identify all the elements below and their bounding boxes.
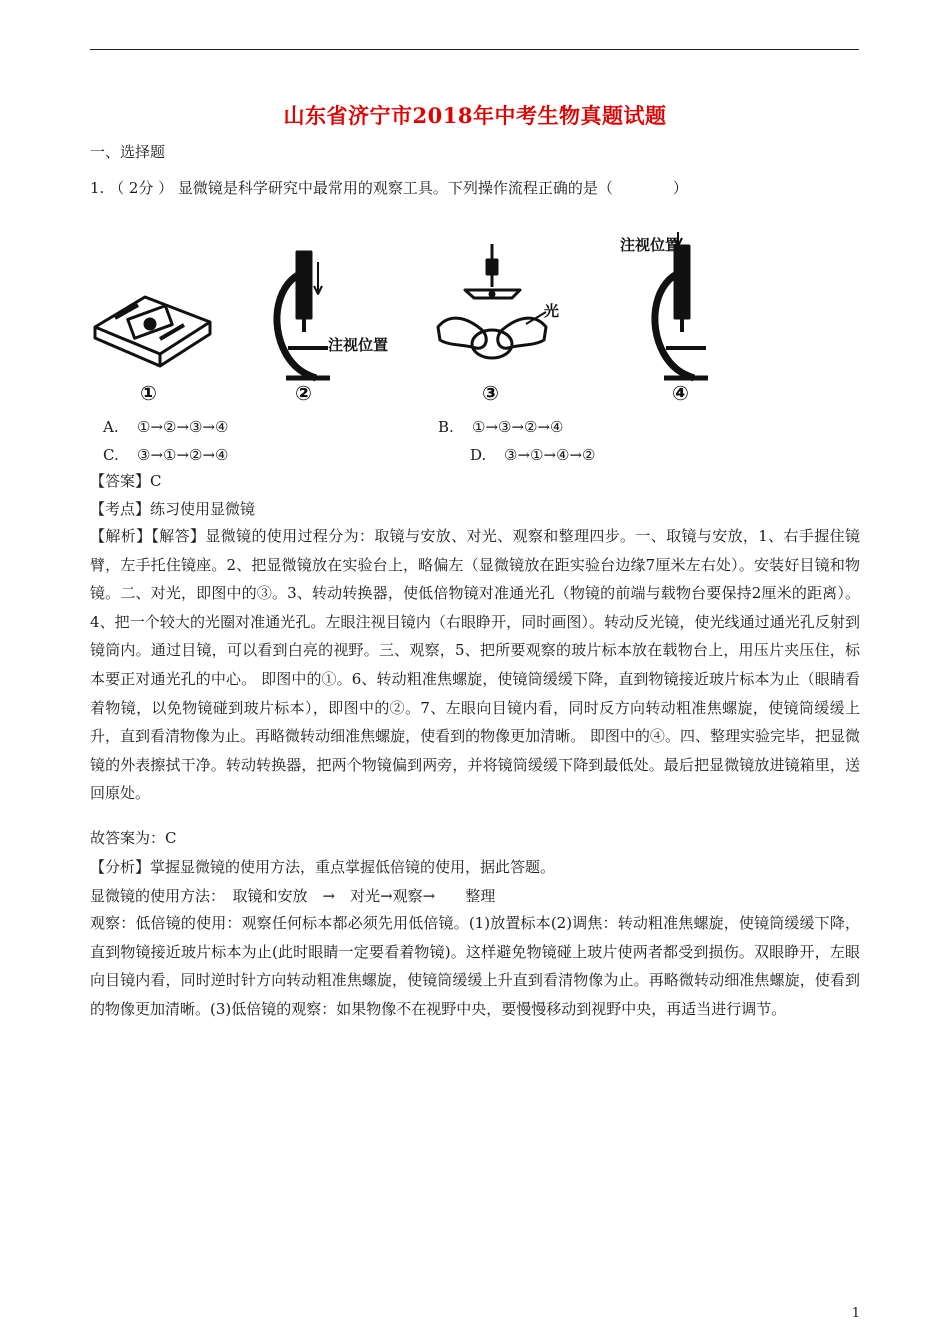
option-text: ①→②→③→④	[137, 418, 229, 436]
option-text: ①→③→②→④	[472, 418, 564, 436]
microscope-lowering-illustration	[277, 252, 330, 378]
option-letter: B.	[438, 418, 454, 436]
header-rule	[90, 49, 859, 50]
answer-line: 【答案】C	[90, 472, 162, 490]
option-letter: A.	[103, 418, 119, 436]
conclusion-line: 故答案为：C	[90, 829, 177, 847]
watch-position-label-2: 注视位置	[328, 336, 389, 354]
document-title: 山东省济宁市2018年中考生物真题试题	[283, 103, 667, 128]
question-stem: 1. （ 2分 ） 显微镜是科学研究中最常用的观察工具。下列操作流程正确的是（ ）	[90, 179, 688, 197]
usage-steps-line: 显微镜的使用方法： 取镜和安放 → 对光→观察→ 整理	[90, 887, 496, 905]
hands-mirror-illustration	[438, 244, 546, 358]
figure-label-3: ③	[482, 381, 499, 405]
microscope-figure	[90, 232, 720, 406]
summary-line: 【分析】掌握显微镜的使用方法，重点掌握低倍镜的使用，据此答题。	[90, 858, 556, 876]
option-b[interactable]	[438, 417, 564, 437]
option-a[interactable]	[103, 417, 229, 437]
option-letter: C.	[103, 446, 119, 464]
watch-position-label-4: 注视位置	[620, 236, 681, 254]
page-number: 1	[851, 1306, 860, 1321]
light-label: 光	[544, 302, 560, 320]
figure-label-4: ④	[672, 381, 689, 405]
option-text: ③→①→④→②	[504, 446, 596, 464]
figure-label-2: ②	[295, 381, 312, 405]
analysis-paragraph: 【解析】【解答】显微镜的使用过程分为：取镜与安放、对光、观察和整理四步。一、取镜与安放，1、右手握住镜臂，左手托住镜座。2、把显微镜放在实验台上，略偏左（显微镜放在距实验台边缘7厘米左右处）。安装好目镜和物镜。二、对光，即图中的③。3、转动转换器，使低倍物镜对准通光孔（物镜的前端与载物台要保持2厘米的距离）。4、把一个较大的光圈对准通光孔。左眼注视目镜内（右眼睁开，同时画图）。转动反光镜，使光线通过通光孔反射到镜筒内。通过目镜，可以看到白亮的视野。三、观察，5、把所要观察的玻片标本放在载物台上，用压片夹压住，标本要正对通光孔的中心。 即图中的①。6、转动粗准焦螺旋，使镜筒缓缓下降，直到物镜接近玻片标本为止（眼睛看着物镜，以免物镜碰到玻片标本），即图中的②。7、左眼向目镜内看，同时反方向转动粗准焦螺旋，使镜筒缓缓上升，直到看清物像为止。再略微转动细准焦螺旋，使看到的物像更加清晰。 即图中的④。四、整理实验完毕，把显微镜的外表擦拭干净。转动转换器，把两个物镜偏到两旁，并将镜筒缓缓下降到最低处。最后把显微镜放进镜箱里，送回原处。	[90, 527, 860, 803]
observation-paragraph: 观察：低倍镜的使用：观察任何标本都必须先用低倍镜。(1)放置标本(2)调焦：转动粗准焦螺旋，使镜筒缓缓下降，直到物镜接近玻片标本为止(此时眼睛一定要看着物镜)。这样避免物镜碰上玻片使两者都受到损伤。双眼睁开，左眼向目镜内看，同时逆时针方向转动粗准焦螺旋，使镜筒缓缓上升直到看清物像为止。再略微转动细准焦螺旋，使看到的物像更加清晰。(3)低倍镜的观察：如果物像不在视野中央，要慢慢移动到视野中央，再适当进行调节。	[90, 914, 860, 1018]
section-heading: 一、选择题	[90, 143, 166, 161]
option-text: ③→①→②→④	[137, 446, 229, 464]
figure-label-1: ①	[140, 381, 157, 405]
option-d[interactable]	[470, 445, 596, 465]
option-c[interactable]	[103, 445, 229, 465]
stage-illustration	[95, 297, 210, 366]
option-letter: D.	[470, 446, 487, 464]
topic-line: 【考点】练习使用显微镜	[90, 500, 256, 518]
